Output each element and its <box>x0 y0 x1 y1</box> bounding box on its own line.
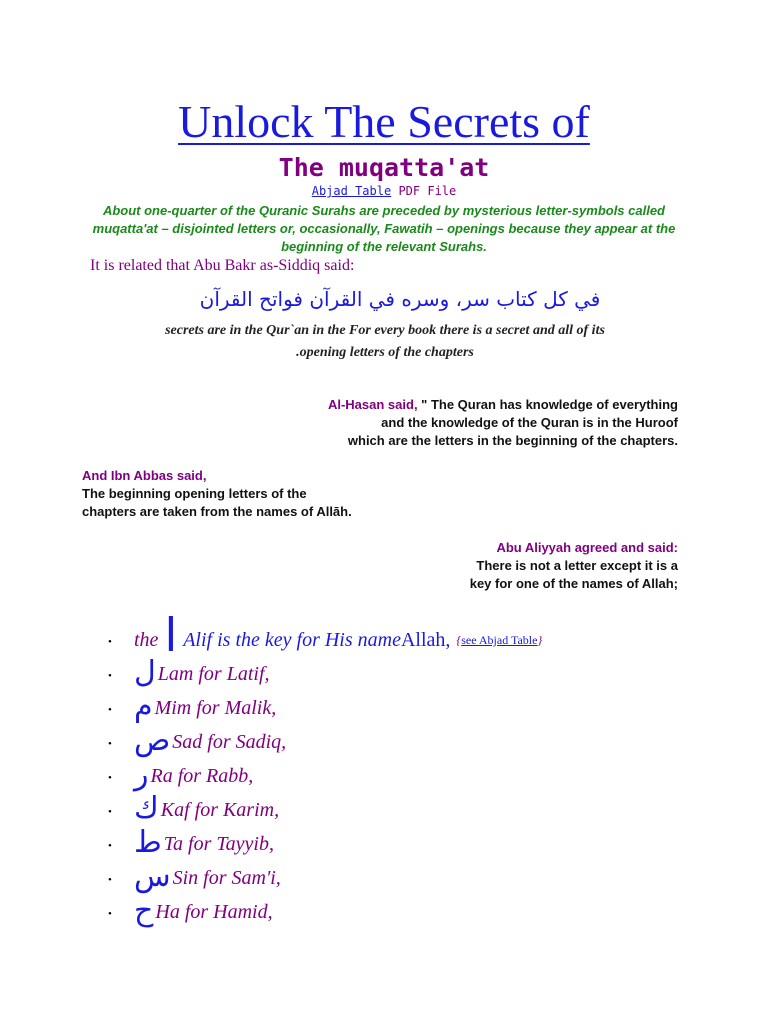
list-item <box>108 822 542 860</box>
letter-text: Mim for Malik, <box>154 697 277 719</box>
letter-text: Kaf for Karim, <box>160 799 280 821</box>
list-item <box>108 890 542 928</box>
aliyyah-line-1: There is not a letter except it is a <box>476 558 678 573</box>
ibn-abbas-speaker: And Ibn Abbas said, <box>82 468 207 483</box>
hasan-line-1: " The Quran has knowledge of everything <box>417 397 678 412</box>
letter-glyph: ل <box>134 655 156 690</box>
abjad-suffix: PDF File <box>391 184 457 198</box>
abjad-table-link[interactable]: Abjad Table <box>311 184 392 198</box>
letter-pre: the <box>134 629 159 651</box>
abjad-ref <box>456 633 542 648</box>
quote-translation <box>110 320 660 364</box>
list-item <box>108 720 542 758</box>
letter-text: Ha for Hamid, <box>155 901 273 923</box>
letter-text: Ta for Tayyib, <box>163 833 274 855</box>
bullet: • <box>108 670 112 682</box>
hasan-line-2: and the knowledge of the Quran is in the Huroof <box>381 415 678 430</box>
intro-paragraph: About one-quarter of the Quranic Surahs are preceded by mysterious letter-symbols called muqatta'at – disjointed letters or, occasionally, Fawatih – openings because they appear at the beginning of the relevant Surahs. <box>92 203 676 254</box>
letter-text: Sad for Sadiq, <box>172 731 287 753</box>
ibn-abbas-quote <box>82 467 352 521</box>
hasan-speaker: Al-Hasan said, <box>327 397 418 412</box>
bullet: • <box>108 772 112 784</box>
translation-line-2: .opening letters of the chapters <box>296 345 474 360</box>
letter-glyph: ك <box>134 791 159 826</box>
bullet: • <box>108 636 112 648</box>
letter-glyph: س <box>134 859 171 894</box>
letters-list <box>108 608 543 928</box>
list-item <box>108 652 542 690</box>
bullet: • <box>108 806 112 818</box>
ref-open: { <box>456 633 462 647</box>
letter-text: Sin for Sam'i, <box>172 867 281 889</box>
page-title: Unlock The Secrets of <box>178 96 590 147</box>
list-item <box>108 788 542 826</box>
letter-text: Lam for Latif, <box>157 663 270 685</box>
letter-glyph: ص <box>134 723 171 758</box>
letter-glyph: ر <box>134 757 149 792</box>
letter-glyph: م <box>134 689 153 724</box>
letter-glyph: ح <box>134 893 154 928</box>
list-item <box>108 608 543 662</box>
see-abjad-table-link[interactable]: see Abjad Table <box>461 633 538 647</box>
list-item <box>108 686 542 724</box>
list-item <box>108 856 542 894</box>
aliyyah-line-2: key for one of the names of Allah; <box>469 576 678 591</box>
bullet: • <box>108 874 112 886</box>
letter-text: Ra for Rabb, <box>150 765 254 787</box>
hasan-line-3: which are the letters in the beginning of the chapters. <box>347 433 678 448</box>
page-subtitle: The muqatta'at <box>278 153 490 182</box>
bullet: • <box>108 704 112 716</box>
aliyyah-quote <box>470 539 678 593</box>
bullet: • <box>108 908 112 920</box>
aliyyah-speaker: Abu Aliyyah agreed and said: <box>496 540 678 555</box>
letter-glyph: ط <box>134 825 162 860</box>
ref-close: } <box>537 633 543 647</box>
related-line: It is related that Abu Bakr as-Siddiq said: <box>90 257 355 274</box>
letter-glyph: ا <box>164 608 178 662</box>
letter-text: Alif is the key for His name <box>183 629 401 651</box>
translation-line-1: secrets are in the Qur`an in the For every book there is a secret and all of its <box>165 323 605 338</box>
abjad-pdf-line <box>0 183 768 199</box>
list-item <box>108 754 542 792</box>
ibn-abbas-line-1: The beginning opening letters of the <box>82 486 307 501</box>
arabic-quote: في كل كتاب سر، وسره في القرآن فواتح القرآن <box>199 287 601 311</box>
hasan-quote <box>328 396 678 450</box>
letter-name: Allah, <box>400 629 451 651</box>
ibn-abbas-line-2: chapters are taken from the names of Allāh. <box>82 504 352 519</box>
bullet: • <box>108 738 112 750</box>
bullet: • <box>108 840 112 852</box>
